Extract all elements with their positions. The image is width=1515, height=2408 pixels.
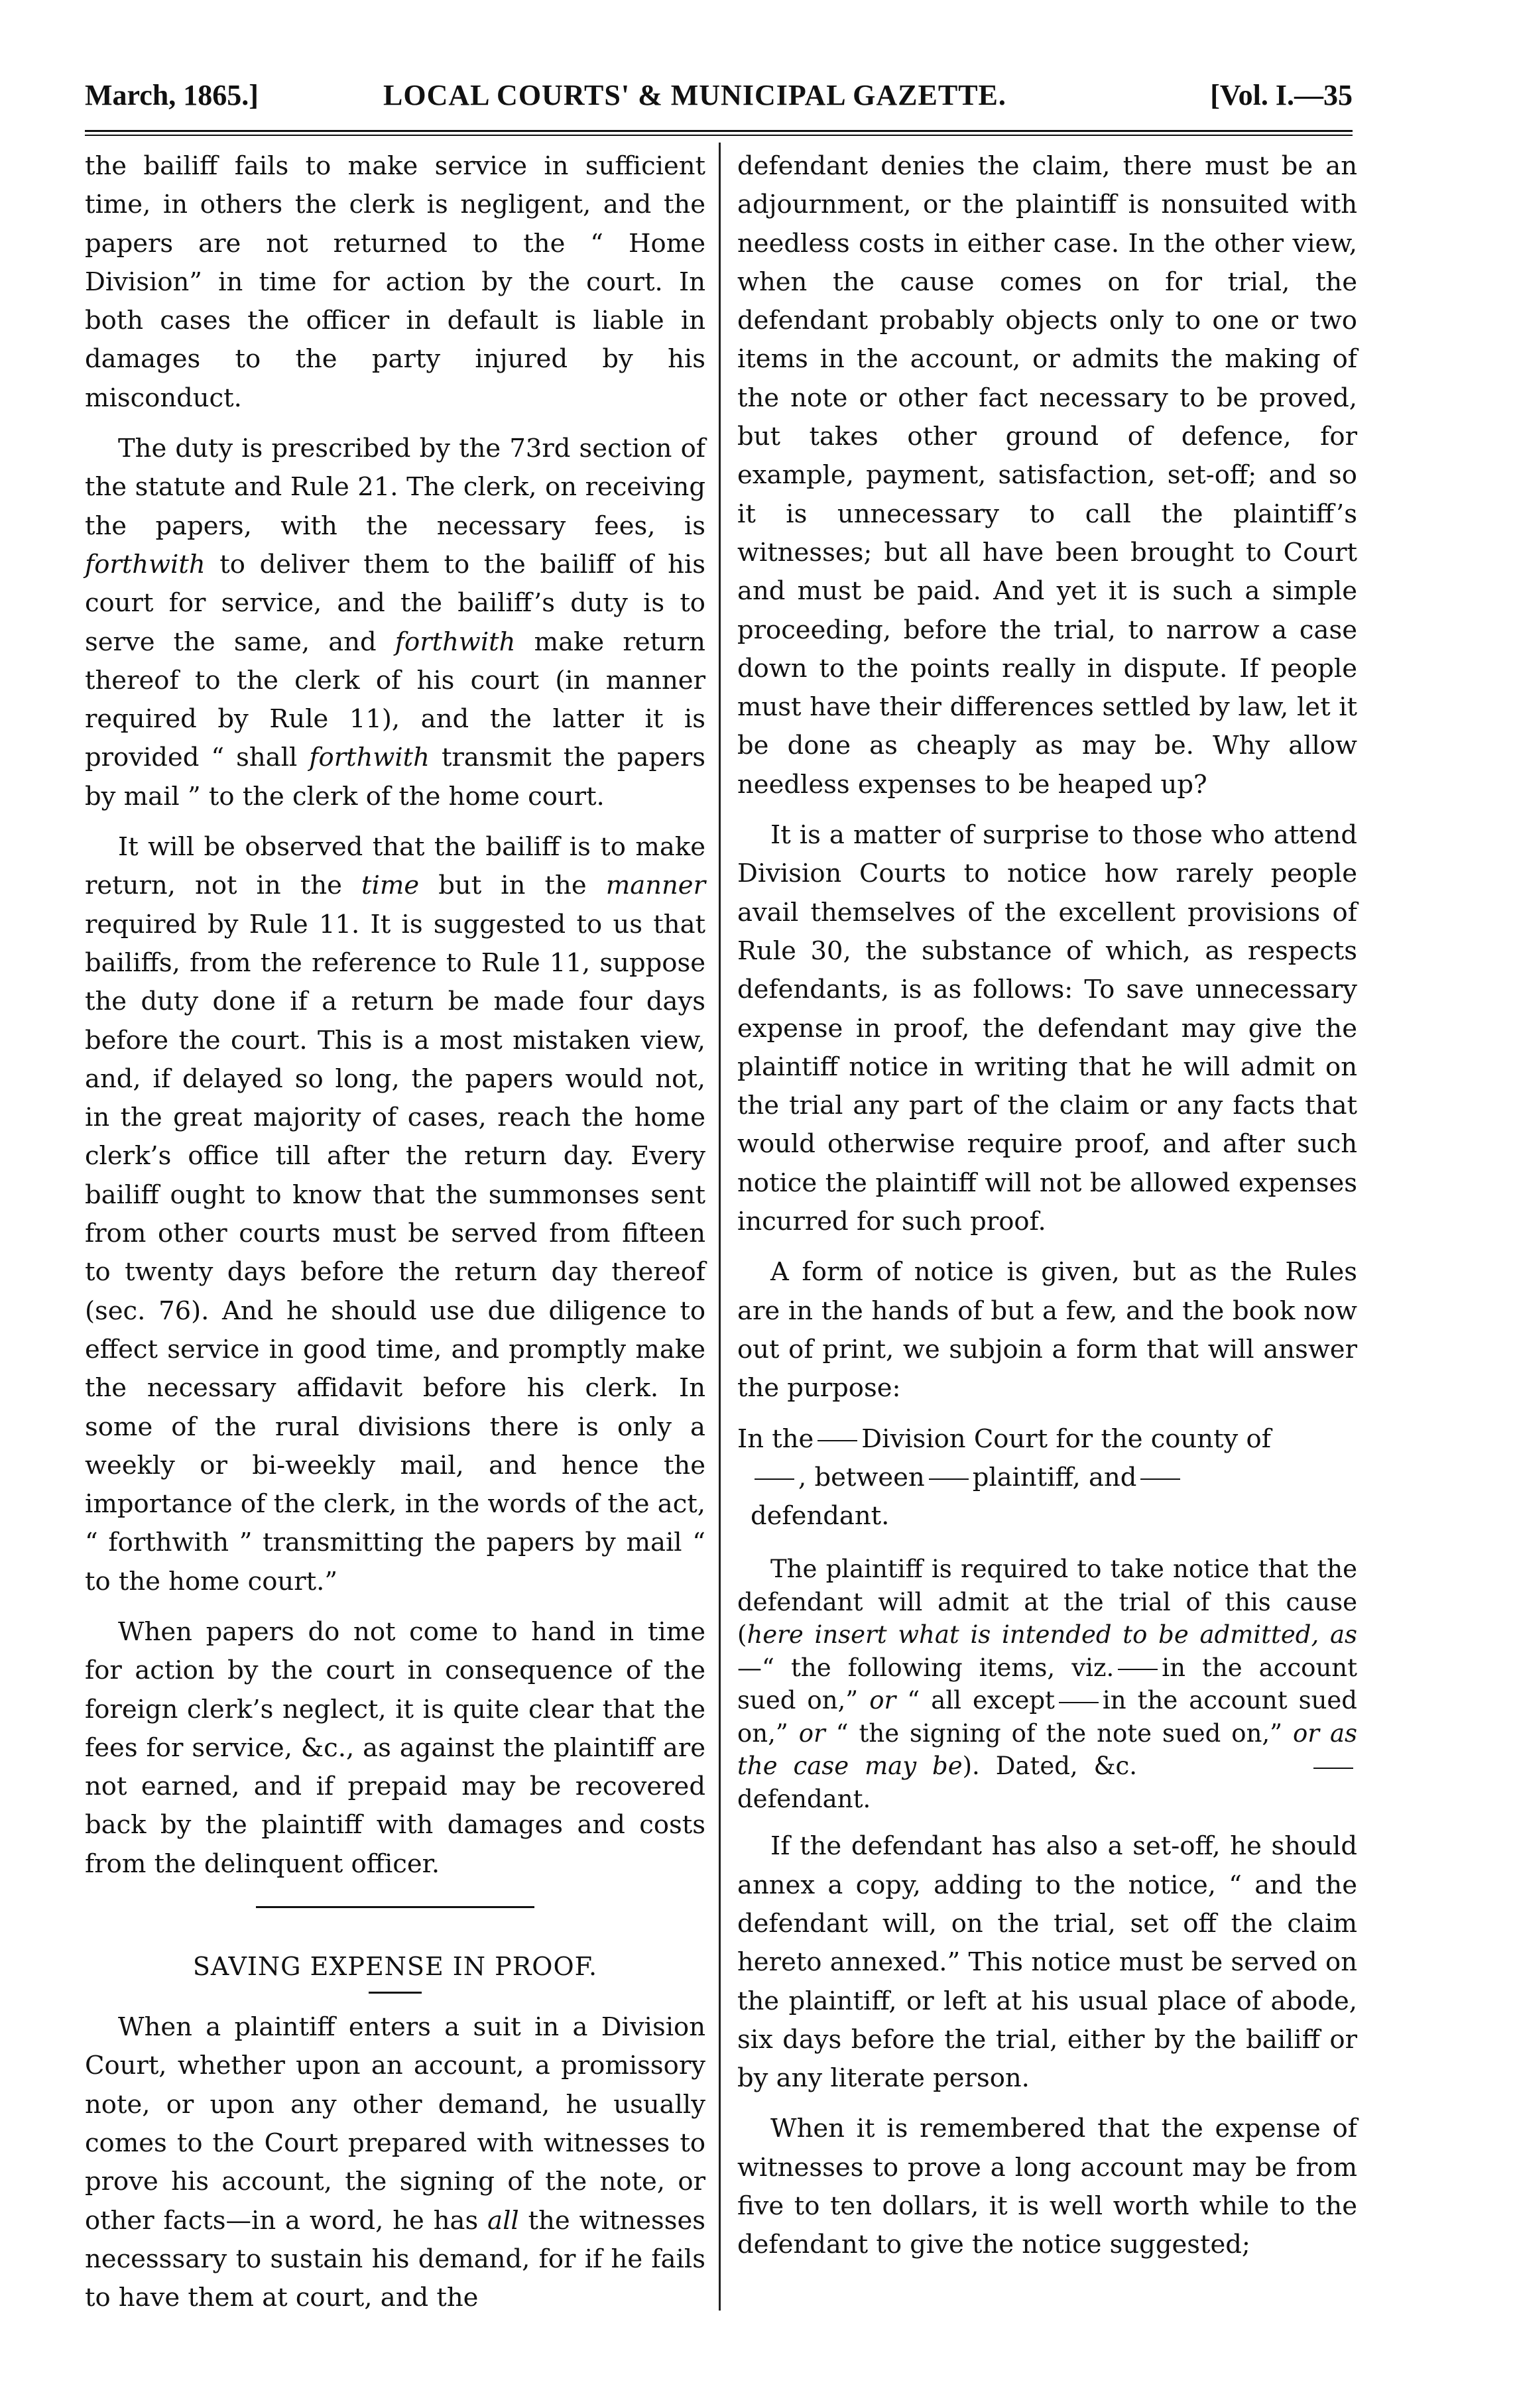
- header-rule-thin: [85, 135, 1353, 136]
- issue-date: March, 1865.]: [85, 79, 259, 111]
- paragraph-expense-witnesses: When it is remembered that the expense of witnesses to prove a long account may be from five to ten dollars, it is well worth while to the defendant to give the notice suggested;: [737, 2114, 1357, 2260]
- section-heading: SAVING EXPENSE IN PROOF.: [192, 1952, 598, 1982]
- paragraph-continued: defendant denies the claim, there must be an adjournment, or the plaintiff is nonsuited with needless costs in either case. In the other view, when the cause comes on for trial, the defendant probably objects only to one or two items in the account, or admits the making of the note or other fact necessary to be proved, but takes other ground of defence, for example, payment, satisfaction, set-off; and so it is unnecessary to call the plaintiff’s witnesses; but all have been brought to Court and must be paid. And yet it is such a simple proceeding, before the trial, to narrow a case down to the points really in dispute. If people must have their differences settled by law, let it be done as cheaply as may be. Why allow needless expenses to be heaped up?: [737, 151, 1357, 800]
- blank-line: [1313, 1768, 1353, 1769]
- paragraph-form-intro: A form of notice is given, but as the Rules are in the hands of but a few, and the book now out of print, we subjoin a form that will answer the purpose:: [737, 1257, 1357, 1404]
- notice-form-caption: In the Division Court for the county of , between plaintiff, and defendant.: [737, 1423, 1271, 1532]
- publication-title: LOCAL COURTS' & MUNICIPAL GAZETTE.: [383, 79, 1006, 111]
- paragraph-continued: the bailiff fails to make service in sufficient time, in others the clerk is negligent, and the papers are not returned to the “ Home Division” in time for action by the court. In both cases the officer in default is liable in damages to the party injured by his misconduct.: [85, 151, 705, 413]
- blank-line: [1059, 1702, 1099, 1703]
- paragraph-duty: The duty is prescribed by the 73rd section of the statute and Rule 21. The clerk, on receiving the papers, with the necessary fees, is forthwith to deliver them to the bailiff of his court for service, and the bailiff’s duty is to serve the same, and forthwith make return thereof to the clerk of his court (in manner required by Rule 11), and the latter it is provided “ shall forthwith transmit the papers by mail ” to the clerk of the home court.: [85, 434, 705, 812]
- paragraph-set-off: If the defendant has also a set-off, he should annex a copy, adding to the notice, “ and the defendant will, on the trial, set off the claim hereto annexed.” This notice must be served on the plaintiff, or left at his usual place of abode, six days before the trial, either by the bailiff or by any literate person.: [737, 1831, 1357, 2094]
- paragraph-plaintiff-enters: When a plaintiff enters a suit in a Division Court, whether upon an account, a promissory note, or upon any other demand, he usually comes to the Court prepared with witnesses to prove his account, the signing of the note, or other facts—in a word, he has all the witnesses necesssary to sustain his demand, for if he fails to have them at court, and the: [85, 2012, 705, 2313]
- volume-page-number: [Vol. I.—35: [1210, 79, 1353, 111]
- right-column: [737, 147, 1357, 2277]
- column-divider: [719, 143, 721, 2311]
- paragraph-observed: It will be observed that the bailiff is to make return, not in the time but in the manner required by Rule 11. It is suggested to us that bailiffs, from the reference to Rule 11, suppose the duty done if a return be made four days before the court. This is a most mistaken view, and, if delayed so long, the papers would not, in the great majority of cases, reach the home clerk’s office till after the return day. Every bailiff ought to know that the summonses sent from other courts must be served from fifteen to twenty days before the return day thereof (sec. 76). And he should use due diligence to effect service in good time, and promptly make the necessary affidavit before his clerk. In some of the rural divisions there is only a weekly or bi-weekly mail, and hence the importance of the clerk, in the words of the act, “ forthwith ” transmitting the papers by mail “ to the home court.”: [85, 832, 705, 1596]
- section-divider-rule: [256, 1906, 534, 1908]
- paragraph-papers: When papers do not come to hand in time for action by the court in consequence of the foreign clerk’s neglect, it is quite clear that the fees for service, &c., as against the plaintiff are not earned, and if prepaid may be recovered back by the plaintiff with damages and costs from the delinquent officer.: [85, 1616, 705, 1879]
- blank-line: [818, 1440, 857, 1441]
- blank-line: [929, 1478, 969, 1480]
- heading-underline-rule: [369, 1992, 422, 1994]
- paragraph-rule-30: It is a matter of surprise to those who attend Division Courts to notice how rarely people avail themselves of the excellent provisions of Rule 30, the substance of which, as respects defendants, is as follows: To save unnecessary expense in proof, the defendant may give the plaintiff notice in writing that he will admit on the trial any part of the claim or any facts that would otherwise require proof, and after such notice the plaintiff will not be allowed expenses incurred for such proof.: [737, 820, 1357, 1237]
- notice-form-body: The plaintiff is required to take notice that the defendant will admit at the trial of this cause (here insert what is intended to be admitted, as—“ the following items, viz. in the account sued on,” or “ all except in the account sued on,” or “ the signing of the note sued on,” or as the case may be). Dated, &c.defendant.: [737, 1555, 1357, 1813]
- blank-line: [755, 1478, 794, 1480]
- blank-line: [1118, 1669, 1158, 1670]
- left-column: [85, 147, 705, 2329]
- blank-line: [1140, 1478, 1180, 1480]
- header-rule-thick: [85, 130, 1353, 132]
- running-head: [85, 78, 1353, 118]
